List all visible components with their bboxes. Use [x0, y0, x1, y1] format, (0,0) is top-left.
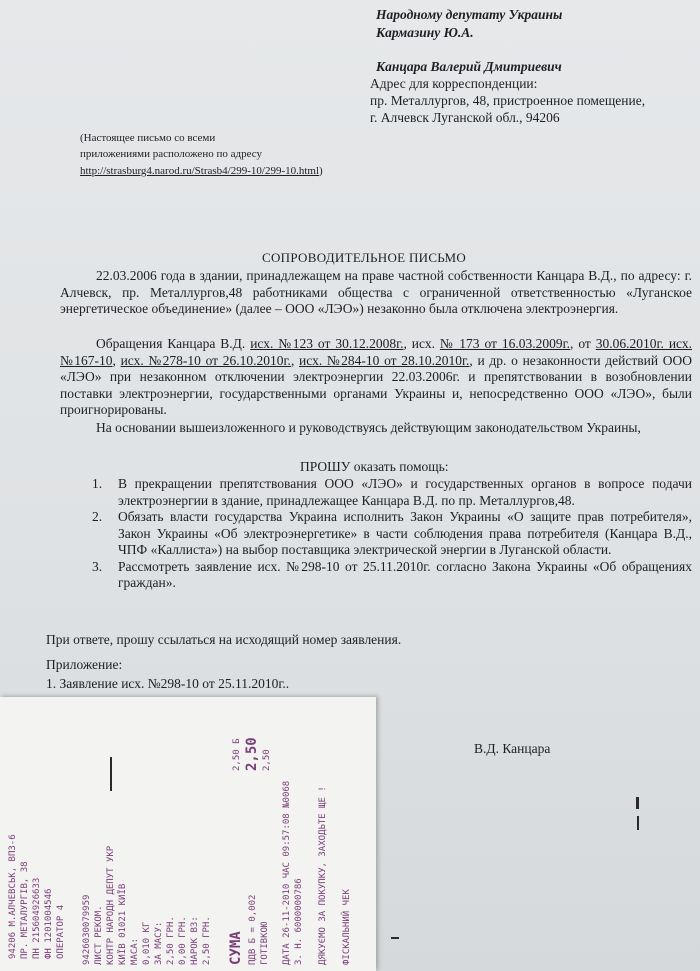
paragraph-incident: 22.03.2006 года в здании, принадлежащем на праве частной собственности Канцара В.Д., по адресу: г. Алчевск, пр. Металлургов,48 работниками общества с ограниченной ответственностью «Луганское энергетическое объединение» (далее – ООО «ЛЭО») незаконно была отключена электроэнергия.	[60, 268, 692, 316]
receipt-col1-line: ФН 1201004546	[44, 888, 54, 959]
receipt-col1-line: ПР. МЕТАЛУРГІВ, 38	[20, 861, 30, 959]
receipt-col2-line: ЛИСТ РЕКОМ.	[94, 905, 104, 965]
note-line2: приложениями расположено по адресу	[80, 148, 262, 160]
signature-name: В.Д. Канцара	[474, 741, 551, 756]
reply-note: При ответе, прошу ссылаться на исходящий номер заявления.	[46, 632, 402, 647]
receipt-col2-line: 0,00 ГРН.	[178, 916, 188, 965]
pen-mark	[636, 797, 639, 809]
request-item-2-number: 2.	[92, 509, 103, 524]
receipt-col2-line: КИЇВ 01021 КИЇВ	[118, 883, 128, 965]
receipt-col3-line: ФІСКАЛЬНИЙ ЧЕК	[342, 889, 352, 965]
appeal-ref-1: исх. №123 от 30.12.2008г.	[250, 336, 404, 351]
attachment-label: Приложение:	[46, 657, 123, 672]
appeals-text-f: , и др. о незаконности действий ООО «ЛЭО» при незаконном отключении электроэнергии 22.03.2006г. и препятствовании в возобновлении поставки электроэнергии, государственными органами Украины и, непосредственно ООО «ЛЭО», были проигнорированы.	[60, 352, 693, 417]
receipt-col3-line: З. Н. 6000000786	[294, 878, 304, 965]
paragraph-appeals	[60, 336, 692, 419]
pen-mark	[391, 937, 399, 939]
appeals-text-a: Обращения Канцара В.Д.	[96, 336, 251, 351]
appeal-ref-3: 30.06.2010г. исх. №167-10	[60, 336, 692, 368]
request-item-1-text: В прекращении препятствования ООО «ЛЭО» и государственных органов в вопросе подачи электроэнергии в здание, принадлежащее Канцара В.Д. по пр. Металлургов,48.	[118, 476, 692, 508]
request-heading: ПРОШУ оказать помощь:	[300, 459, 449, 474]
receipt-col2-line: МАСА:	[130, 937, 140, 965]
request-list	[92, 476, 692, 592]
sender-address-line2: г. Алчевск Луганской обл., 94206	[370, 110, 560, 125]
appeals-text-e: ,	[290, 352, 300, 368]
receipt-col1-line: ПН 215604926633	[32, 877, 42, 959]
addressee-line2: Кармазину Ю.А.	[376, 25, 474, 40]
receipt-col2-line: 2,50 ГРН.	[166, 916, 176, 965]
receipt-tear-mark	[110, 757, 112, 791]
pen-mark	[637, 816, 639, 830]
receipt-col2-line: 2,50 ГРН.	[202, 916, 212, 965]
request-item-1	[92, 476, 692, 509]
appeals-text-c: , от	[570, 336, 596, 351]
request-item-1-number: 1.	[92, 476, 103, 491]
receipt-sum-label: СУМА	[228, 931, 244, 965]
receipt-col1-line: 94206 М.АЛЧЕВСЬК, ВПЗ-6	[8, 834, 18, 959]
request-item-3-number: 3.	[92, 558, 103, 574]
receipt-col3-line: ДЯКУЄМО ЗА ПОКУПКУ, ЗАХОДЬТЕ ЩЕ !	[318, 786, 328, 965]
request-item-3	[92, 559, 692, 592]
appeal-ref-2: № 173 от 16.03.2009г.	[439, 336, 571, 351]
receipt-col2-line: ЗА МАСУ:	[154, 921, 164, 965]
request-item-2-text: Обязать власти государства Украина исполнить Закон Украины «О защите прав потребителя», Закон Украины «Об электроэнергетике» в части соблюдения права потребителя (Канцара В.Д., ЧПФ «Каллиста») на выбор поставщика электрической энергии в Луганской области.	[118, 509, 692, 557]
sender-address-label: Адрес для корреспонденции:	[370, 76, 538, 91]
sender-name: Канцара Валерий Дмитриевич	[376, 59, 562, 74]
receipt-col2-line: 0,010 КГ	[142, 921, 152, 965]
note-url-link[interactable]: http://strasburg4.narod.ru/Strasb4/299-10/299-10.html	[80, 165, 320, 177]
appeal-ref-4: исх. №278-10 от 26.10.2010г.	[120, 352, 291, 368]
receipt-amount: 2,50 Б	[232, 738, 242, 771]
sender-address-line1: пр. Металлургов, 48, пристроенное помещение,	[370, 93, 646, 108]
appeals-text-b: , исх.	[403, 336, 440, 351]
addressee-line1: Народному депутату Украины	[376, 7, 563, 22]
appeals-text-d: ,	[112, 352, 121, 368]
receipt-col2-line: КОНТР НАРОДН ДЕПУТ УКР	[106, 845, 116, 965]
paragraph-basis: На основании вышеизложенного и руководствуясь действующим законодательством Украины,	[96, 420, 641, 435]
receipt-col1-line: ОПЕРАТОР 4	[56, 904, 66, 959]
receipt-amount: 2,50	[262, 749, 272, 771]
note-line1: (Настоящее письмо со всеми	[80, 132, 216, 144]
letter-title: СОПРОВОДИТЕЛЬНОЕ ПИСЬМО	[262, 250, 467, 265]
note-url-line	[80, 163, 323, 179]
receipt-col2-line: 9426030079959	[82, 894, 92, 965]
receipt-col3-line: ГОТІВКОЮ	[260, 921, 270, 965]
receipt-col3-line: ДАТА 26-11-2010 ЧАС 09:57:08 №0068	[282, 780, 292, 965]
receipt-col2-line: НАРОК ВЗ:	[190, 916, 200, 965]
receipt-col3-line: ПДВ Б = 0,002	[248, 894, 258, 965]
attachment-item: 1. Заявление исх. №298-10 от 25.11.2010г..	[46, 676, 290, 691]
postal-receipt	[0, 697, 376, 971]
receipt-amount-total: 2,50	[244, 737, 260, 771]
note-url-close: )	[319, 165, 323, 177]
request-item-2	[92, 509, 692, 559]
appeal-ref-5: исх. №284-10 от 28.10.2010г.	[299, 352, 470, 368]
request-item-3-text: Рассмотреть заявление исх. №298-10 от 25.11.2010г. согласно Закона Украины «Об обращениях граждан».	[118, 558, 692, 590]
